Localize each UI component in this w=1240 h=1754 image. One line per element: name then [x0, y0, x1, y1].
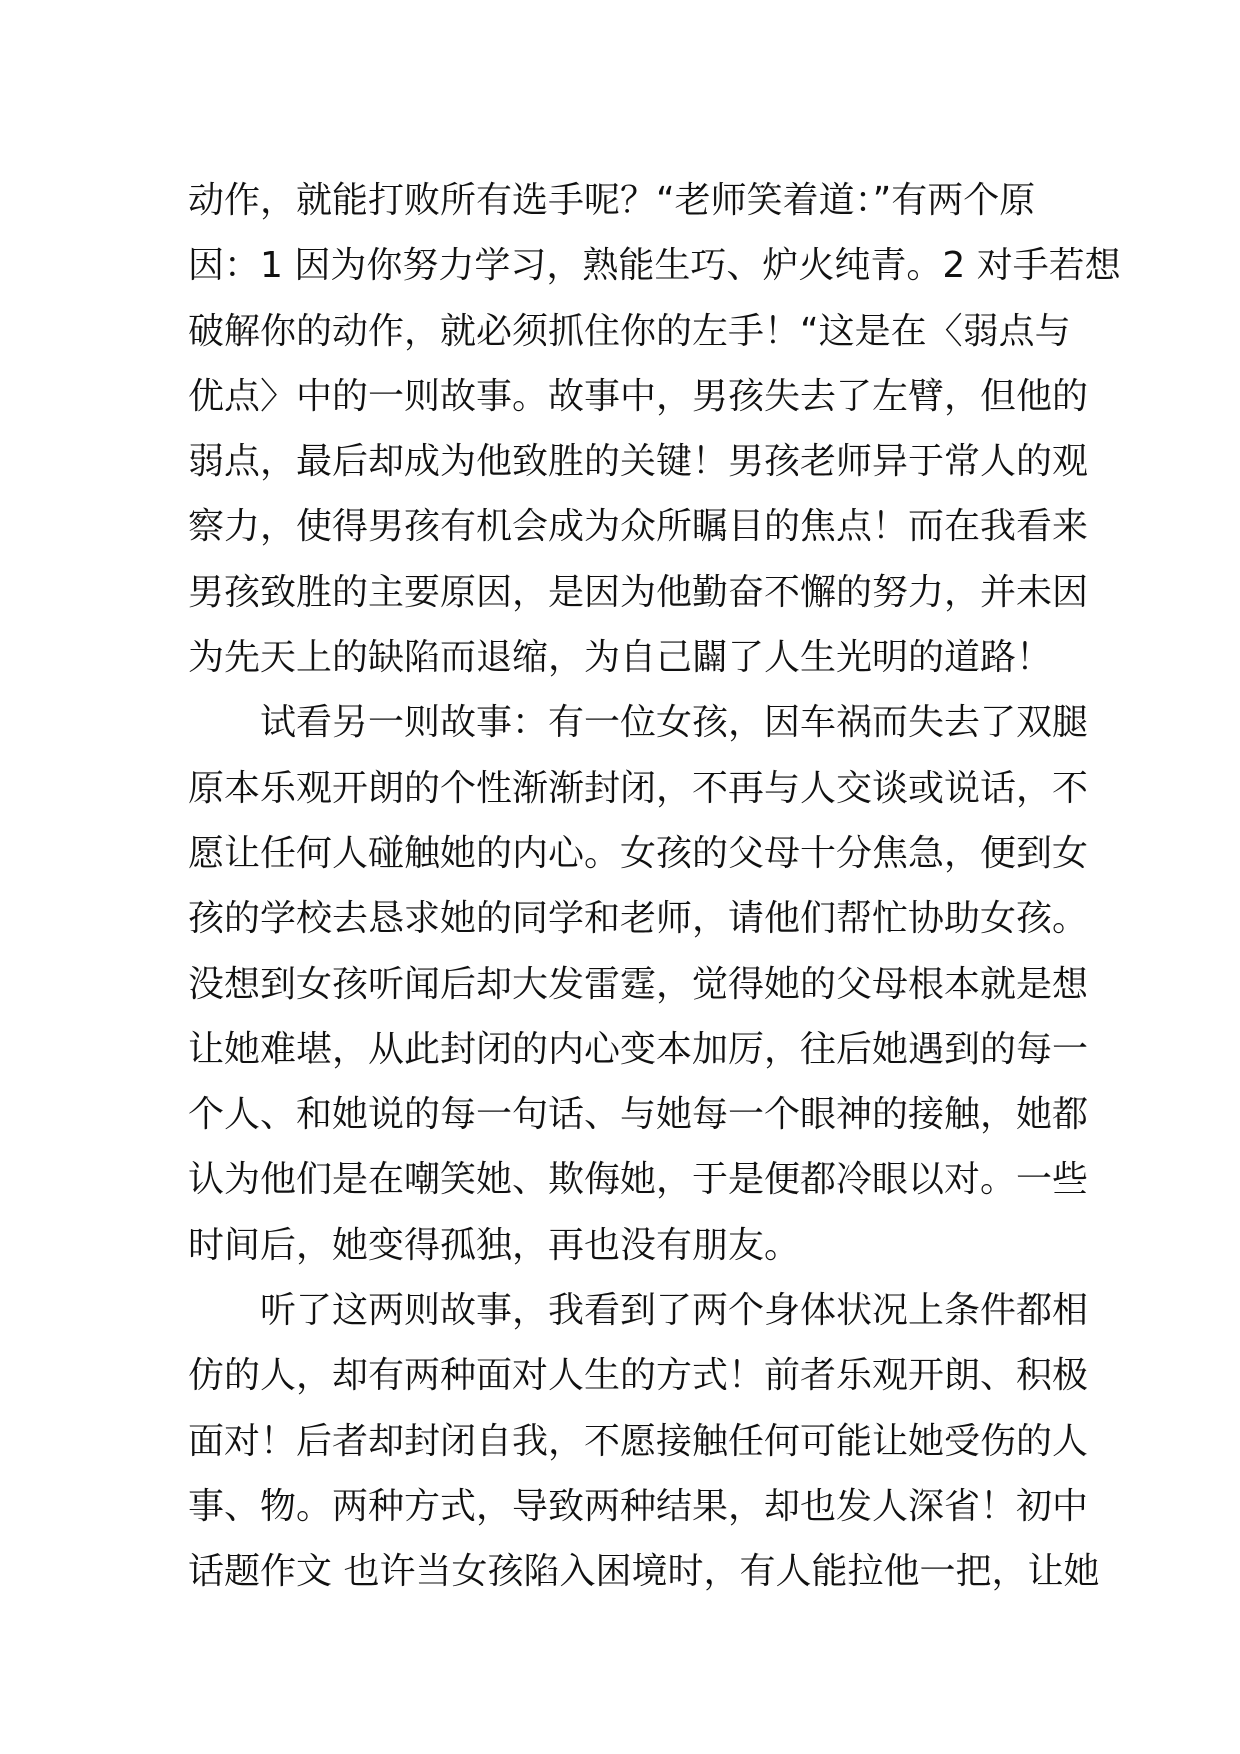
text-line: 优点〉中的一则故事。故事中，男孩失去了左臂，但他的: [188, 375, 1089, 417]
text-line: 为先天上的缺陷而退缩，为自己闢了人生光明的道路！: [188, 637, 1053, 679]
text-line: 男孩致胜的主要原因，是因为他勤奋不懈的努力，并未因: [188, 571, 1089, 613]
text-line: 事、物。两种方式，导致两种结果，却也发人深省！初中: [188, 1485, 1089, 1527]
text-line: 认为他们是在嘲笑她、欺侮她，于是便都冷眼以对。一些: [188, 1159, 1089, 1201]
text-line: 话题作文 也许当女孩陷入困境时，有人能拉他一把，让她: [188, 1551, 1100, 1593]
text-line: 孩的学校去恳求她的同学和老师，请他们帮忙协助女孩。: [188, 898, 1089, 940]
text-line: 仿的人，却有两种面对人生的方式！前者乐观开朗、积极: [188, 1355, 1089, 1397]
text-line: 弱点，最后却成为他致胜的关键！男孩老师异于常人的观: [188, 441, 1089, 483]
text-line: 愿让任何人碰触她的内心。女孩的父母十分焦急，便到女: [188, 832, 1089, 874]
text-line: 面对！后者却封闭自我，不愿接触任何可能让她受伤的人: [188, 1420, 1089, 1462]
text-line: 原本乐观开朗的个性渐渐封闭，不再与人交谈或说话，不: [188, 767, 1089, 809]
text-line: 让她难堪，从此封闭的内心变本加厉，往后她遇到的每一: [188, 1028, 1089, 1070]
text-line: 动作，就能打败所有选手呢？“老师笑着道：”有两个原: [188, 180, 1036, 221]
essay-body: [188, 168, 1121, 1605]
paragraph-start-line: 试看另一则故事：有一位女孩，因车祸而失去了双腿: [260, 702, 1089, 744]
text-line: 因：1 因为你努力学习，熟能生巧、炉火纯青。2 对手若想: [188, 245, 1121, 287]
text-line: 个人、和她说的每一句话、与她每一个眼神的接触，她都: [188, 1094, 1089, 1136]
text-line: 没想到女孩听闻后却大发雷霆，觉得她的父母根本就是想: [188, 963, 1089, 1005]
paragraph-start-line: 听了这两则故事，我看到了两个身体状况上条件都相: [260, 1290, 1089, 1332]
text-line: 破解你的动作，就必须抓住你的左手！“这是在〈弱点与: [188, 310, 1071, 352]
text-line: 察力，使得男孩有机会成为众所瞩目的焦点！而在我看来: [188, 506, 1089, 548]
text-line: 时间后，她变得孤独，再也没有朋友。: [188, 1224, 801, 1266]
